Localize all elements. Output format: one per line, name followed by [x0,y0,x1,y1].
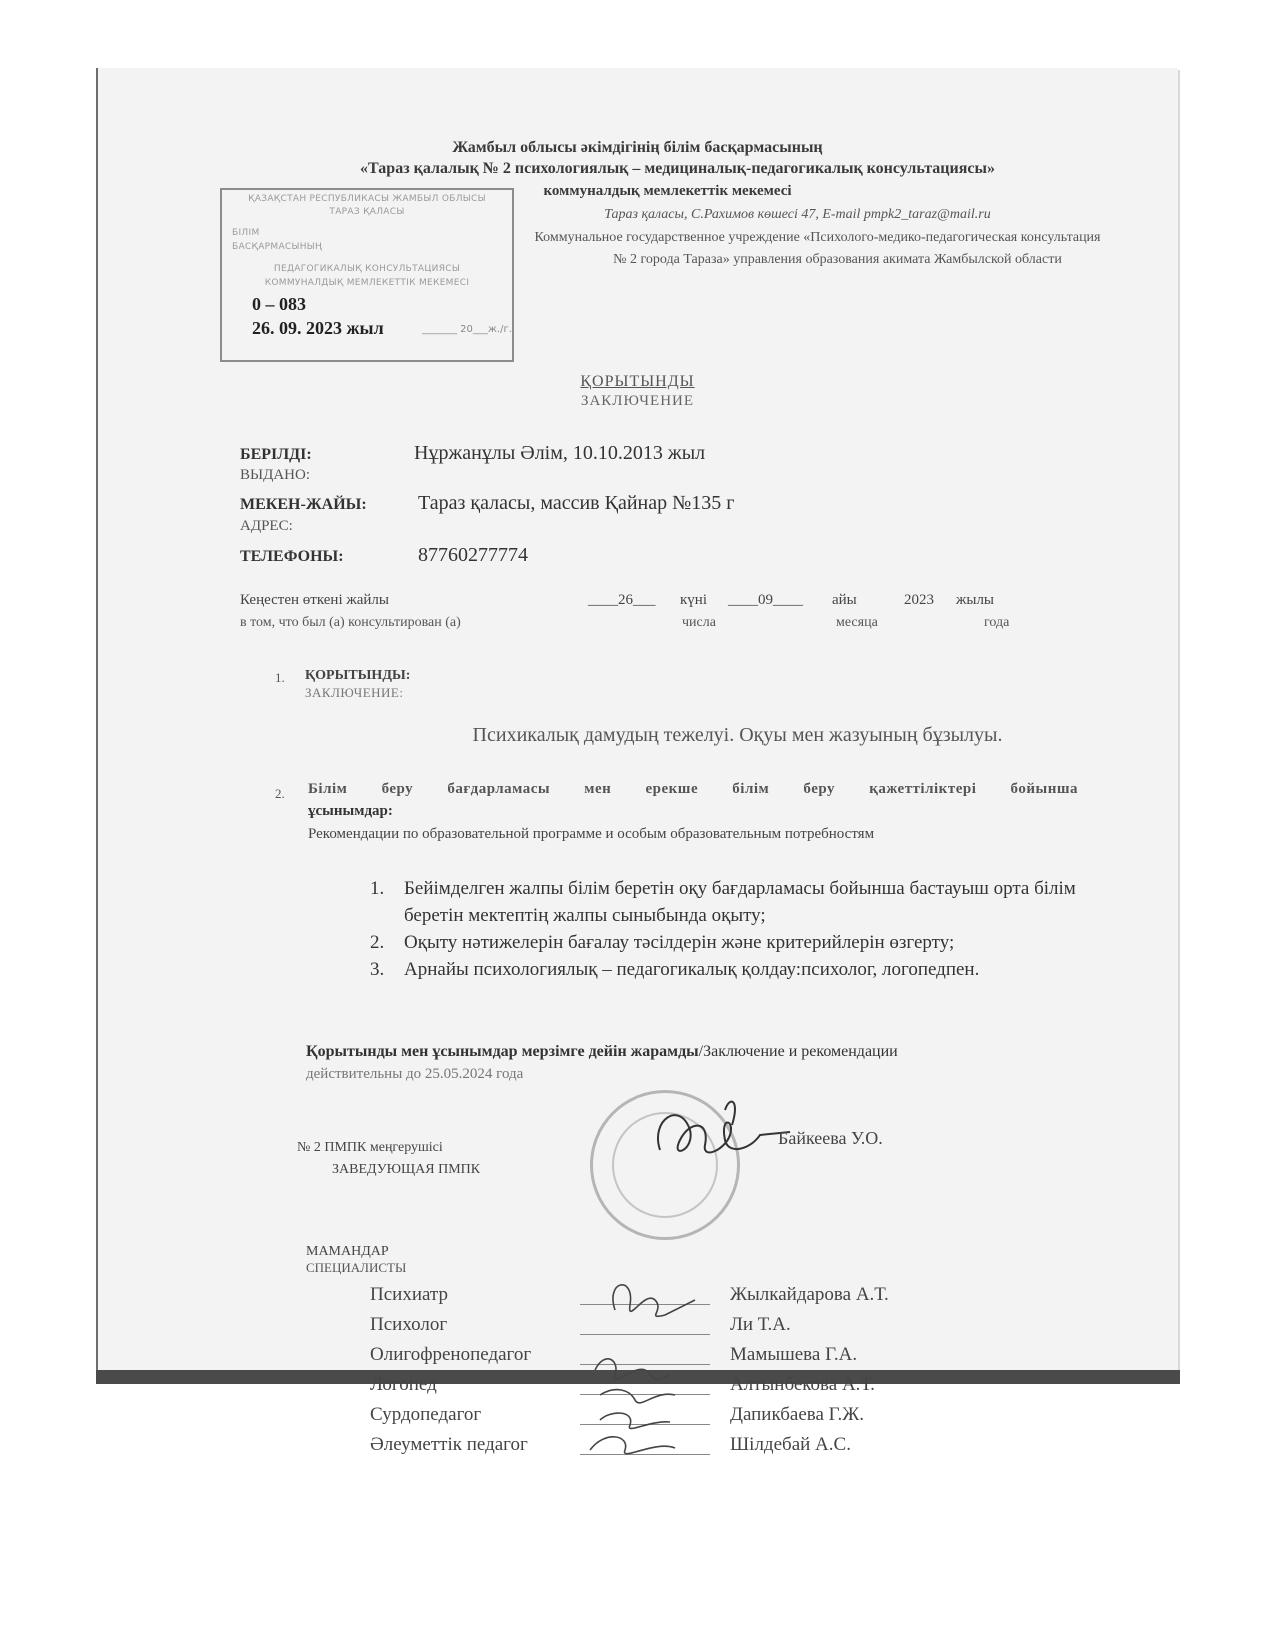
recommendation-list [370,875,1090,983]
specialist-role: Психолог [370,1314,448,1335]
specialist-name: Мамышева Г.А. [730,1344,858,1365]
consult-text-ru: в том, что был (а) консультирован (а) [240,615,461,630]
section-2-title-cont: ұсынымдар: [308,803,393,819]
header-line-2: «Тараз қалалық № 2 психологиялық – медициналық-педагогикалық консультациясы» [360,160,995,177]
consult-year-label-ru: года [984,615,1010,630]
document-subtitle: ЗАКЛЮЧЕНИЕ [580,393,695,409]
consult-month: ____09____ [728,592,803,608]
registration-stamp [220,188,514,362]
consult-month-label-ru: месяца [836,615,878,630]
section-2-number: 2. [275,786,285,801]
specialist-name: Жылкайдарова А.Т. [730,1284,889,1305]
list-item [370,956,1090,983]
conclusion-text: Психикалық дамудың тежелуі. Оқуы мен жазуының бұзылуы. [472,724,1003,746]
issued-value: Нұржанұлы Әлім, 10.10.2013 жыл [414,442,706,464]
section-1-title: ҚОРЫТЫНДЫ: [305,668,411,683]
stamp-line: КОММУНАЛДЫҚ МЕМЛЕКЕТТІК МЕКЕМЕСІ [264,278,470,288]
header-line-ru-2: № 2 города Тараза» управления образования акимата Жамбылской области [613,252,1062,267]
specialist-role: Психиатр [370,1284,448,1305]
consult-year-label: жылы [956,592,995,608]
list-item-text: Арнайы психологиялық – педагогикалық қолдау:психолог, логопедпен. [404,959,980,980]
section-2-title-ru: Рекомендации по образовательной программе и особым образовательным потребностям [308,826,875,842]
specialist-name: Алтынбекова А.Т. [730,1374,875,1395]
consult-year: 2023 [904,592,934,608]
head-label: № 2 ПМПК меңгерушісі [297,1140,443,1155]
validity-line [306,1043,898,1061]
stamp-blank: _______ 20___ж./г. [422,324,512,335]
specialists-label-ru: СПЕЦИАЛИСТЫ [306,1260,407,1275]
specialist-role: Олигофренопедагог [370,1344,532,1365]
specialist-role: Логопед [370,1374,437,1395]
head-name: Байкеева У.О. [778,1128,883,1148]
section-1-number: 1. [275,670,285,685]
list-item-number: 1. [370,878,385,899]
issued-label: БЕРІЛДІ: [240,446,312,463]
list-item-number: 2. [370,932,385,953]
specialist-name: Ли Т.А. [730,1314,791,1335]
address-value: Тараз қаласы, массив Қайнар №135 г [418,492,735,514]
stamp-number: 0 – 083 [252,294,306,314]
issued-label-ru: ВЫДАНО: [240,467,310,483]
address-label: МЕКЕН-ЖАЙЫ: [240,496,367,513]
specialist-role: Сурдопедагог [370,1404,482,1425]
consult-day-label: күні [680,592,707,608]
phone-value: 87760277774 [418,544,528,566]
address-label-ru: АДРЕС: [240,518,293,534]
consult-day-label-ru: числа [682,615,716,630]
consult-text: Кеңестен өткені жайлы [240,592,389,608]
specialist-name: Шілдебай А.С. [730,1434,851,1455]
list-item [370,875,1090,929]
specialist-signatures [575,1270,715,1470]
validity-kz: Қорытынды мен ұсынымдар мерзімге дейін жарамды [306,1043,699,1060]
stamp-date: 26. 09. 2023 жыл [252,318,384,338]
stamp-line: ТАРАЗ ҚАЛАСЫ [329,207,405,217]
header-line-ru-1: Коммунальное государственное учреждение «Психолого-медико-педагогическая консультация [534,230,1101,245]
consult-month-label: айы [832,592,857,608]
specialist-name: Дапикбаева Г.Ж. [730,1404,865,1425]
header-address: Тараз қаласы, С.Рахимов көшесі 47, E-mail pmpk2_taraz@mail.ru [604,207,991,222]
list-item-text: Бейімделген жалпы білім беретін оқу бағдарламасы бойынша бастауыш орта білім беретін мектептің жалпы сыныбында оқыту; [404,878,1076,926]
list-item [370,929,1090,956]
header-line-3: коммуналдық мемлекеттік мекемесі [543,183,792,199]
validity-ru: /Заключение и рекомендации [698,1043,898,1060]
list-item-text: Оқыту нәтижелерін бағалау тәсілдерін және критерийлерін өзгерту; [404,932,955,953]
header-line-1: Жамбыл облысы әкімдігінің білім басқармасының [452,139,823,156]
stamp-line: ҚАЗАҚСТАН РЕСПУБЛИКАСЫ ЖАМБЫЛ ОБЛЫСЫ [248,194,486,204]
stamp-line: БАСҚАРМАСЫНЫҢ [232,242,323,252]
phone-label: ТЕЛЕФОНЫ: [240,548,344,565]
section-2-title: Білім беру бағдарламасы мен ерекше білім беру қажеттіліктері бойынша [308,781,1078,797]
specialists-label: МАМАНДАР [306,1244,389,1259]
head-label-ru: ЗАВЕДУЮЩАЯ ПМПК [332,1162,481,1177]
section-1-title-ru: ЗАКЛЮЧЕНИЕ: [305,685,404,700]
stamp-line: ПЕДАГОГИКАЛЫҚ КОНСУЛЬТАЦИЯСЫ [273,264,461,274]
head-signature [630,1090,800,1180]
list-item-number: 3. [370,959,385,980]
validity-date: действительны до 25.05.2024 года [306,1066,524,1082]
specialist-role: Әлеуметтік педагог [370,1434,528,1455]
stamp-line: БІЛІМ [232,228,260,238]
document-title: ҚОРЫТЫНДЫ [580,373,695,390]
consult-day: ____26___ [588,592,656,608]
